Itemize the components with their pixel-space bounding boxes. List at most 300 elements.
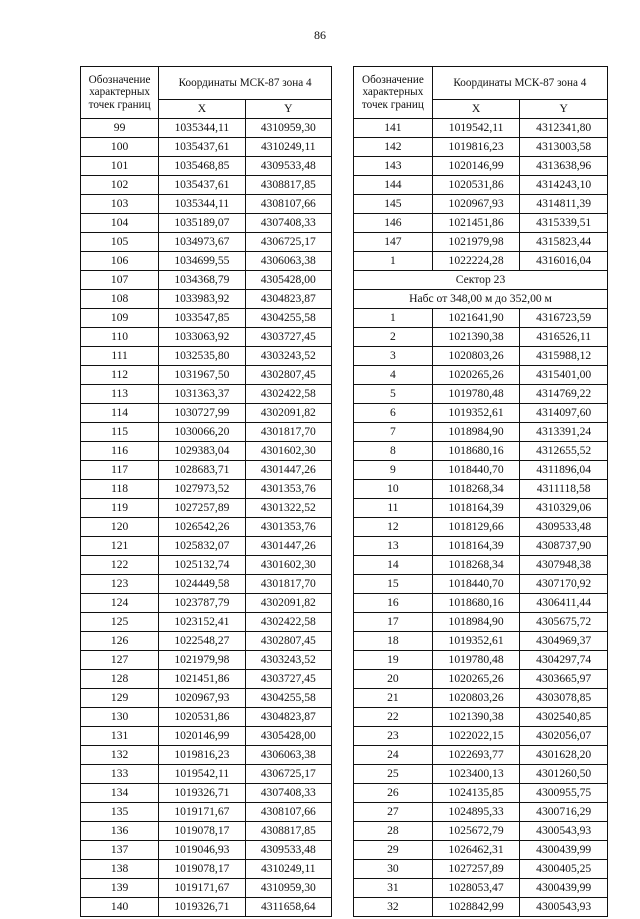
y-coord-cell: 4303665,97 <box>520 670 608 689</box>
table-row <box>81 556 332 575</box>
y-coord-cell: 4309533,48 <box>245 841 331 860</box>
x-coord-cell: 1033983,92 <box>159 290 245 309</box>
y-coord-cell: 4310959,30 <box>245 119 331 138</box>
x-coord-cell: 1033063,92 <box>159 328 245 347</box>
table-row <box>354 518 608 537</box>
table-row <box>354 309 608 328</box>
point-id-cell: 124 <box>81 594 159 613</box>
y-coord-cell: 4313391,24 <box>520 423 608 442</box>
point-id-cell: 23 <box>354 727 433 746</box>
table-row <box>354 119 608 138</box>
point-id-cell: 125 <box>81 613 159 632</box>
y-coord-cell: 4309533,48 <box>520 518 608 537</box>
x-coord-cell: 1018984,90 <box>432 613 520 632</box>
point-id-cell: 112 <box>81 366 159 385</box>
x-coord-cell: 1029383,04 <box>159 442 245 461</box>
point-id-cell: 127 <box>81 651 159 670</box>
x-coord-cell: 1020531,86 <box>159 708 245 727</box>
table-row <box>81 537 332 556</box>
col-header-points: Обозначение характерных точек границ <box>354 67 433 119</box>
x-coord-cell: 1022693,77 <box>432 746 520 765</box>
point-id-cell: 119 <box>81 499 159 518</box>
y-coord-cell: 4302091,82 <box>245 594 331 613</box>
x-coord-cell: 1035437,61 <box>159 176 245 195</box>
table-row <box>354 233 608 252</box>
point-id-cell: 142 <box>354 138 433 157</box>
point-id-cell: 32 <box>354 898 433 917</box>
point-id-cell: 103 <box>81 195 159 214</box>
table-row <box>354 423 608 442</box>
x-coord-cell: 1021641,90 <box>432 309 520 328</box>
y-coord-cell: 4308817,85 <box>245 822 331 841</box>
table-row <box>81 271 332 290</box>
x-coord-cell: 1027257,89 <box>432 860 520 879</box>
y-coord-cell: 4306725,17 <box>245 765 331 784</box>
y-coord-cell: 4316016,04 <box>520 252 608 271</box>
x-coord-cell: 1027973,52 <box>159 480 245 499</box>
y-coord-cell: 4300439,99 <box>520 841 608 860</box>
table-row <box>81 746 332 765</box>
table-row <box>354 784 608 803</box>
y-coord-cell: 4311896,04 <box>520 461 608 480</box>
table-row <box>354 841 608 860</box>
table-row <box>81 803 332 822</box>
point-id-cell: 110 <box>81 328 159 347</box>
table-row <box>354 860 608 879</box>
x-coord-cell: 1020967,93 <box>432 195 520 214</box>
col-header-x: X <box>432 100 520 119</box>
x-coord-cell: 1019046,93 <box>159 841 245 860</box>
page-number: 86 <box>314 28 326 42</box>
y-coord-cell: 4304823,87 <box>245 708 331 727</box>
right-table-body-top <box>354 119 608 271</box>
y-coord-cell: 4308737,90 <box>520 537 608 556</box>
table-row <box>354 765 608 784</box>
point-id-cell: 120 <box>81 518 159 537</box>
y-coord-cell: 4301322,52 <box>245 499 331 518</box>
y-coord-cell: 4301602,30 <box>245 556 331 575</box>
y-coord-cell: 4309533,48 <box>245 157 331 176</box>
x-coord-cell: 1022548,27 <box>159 632 245 651</box>
y-coord-cell: 4306411,44 <box>520 594 608 613</box>
y-coord-cell: 4300543,93 <box>520 898 608 917</box>
y-coord-cell: 4301628,20 <box>520 746 608 765</box>
x-coord-cell: 1018680,16 <box>432 594 520 613</box>
point-id-cell: 146 <box>354 214 433 233</box>
y-coord-cell: 4304255,58 <box>245 309 331 328</box>
point-id-cell: 115 <box>81 423 159 442</box>
table-row <box>354 385 608 404</box>
table-row <box>354 195 608 214</box>
y-coord-cell: 4316526,11 <box>520 328 608 347</box>
table-row <box>81 385 332 404</box>
table-row <box>81 841 332 860</box>
y-coord-cell: 4301353,76 <box>245 480 331 499</box>
table-row <box>354 594 608 613</box>
x-coord-cell: 1020146,99 <box>159 727 245 746</box>
x-coord-cell: 1035344,11 <box>159 119 245 138</box>
point-id-cell: 21 <box>354 689 433 708</box>
x-coord-cell: 1028842,99 <box>432 898 520 917</box>
point-id-cell: 139 <box>81 879 159 898</box>
x-coord-cell: 1035468,85 <box>159 157 245 176</box>
table-row <box>81 290 332 309</box>
y-coord-cell: 4301353,76 <box>245 518 331 537</box>
table-row <box>81 822 332 841</box>
y-coord-cell: 4307948,38 <box>520 556 608 575</box>
y-coord-cell: 4308107,66 <box>245 803 331 822</box>
sector-range: Набс от 348,00 м до 352,00 м <box>354 290 608 309</box>
x-coord-cell: 1018440,70 <box>432 461 520 480</box>
y-coord-cell: 4302807,45 <box>245 632 331 651</box>
y-coord-cell: 4314769,22 <box>520 385 608 404</box>
point-id-cell: 13 <box>354 537 433 556</box>
table-row <box>354 803 608 822</box>
table-row <box>354 499 608 518</box>
y-coord-cell: 4314097,60 <box>520 404 608 423</box>
x-coord-cell: 1019542,11 <box>159 765 245 784</box>
point-id-cell: 99 <box>81 119 159 138</box>
x-coord-cell: 1019078,17 <box>159 822 245 841</box>
x-coord-cell: 1020803,26 <box>432 347 520 366</box>
y-coord-cell: 4301447,26 <box>245 537 331 556</box>
y-coord-cell: 4312655,52 <box>520 442 608 461</box>
x-coord-cell: 1019326,71 <box>159 898 245 917</box>
table-row <box>354 613 608 632</box>
point-id-cell: 118 <box>81 480 159 499</box>
point-id-cell: 114 <box>81 404 159 423</box>
x-coord-cell: 1019816,23 <box>159 746 245 765</box>
table-row <box>81 879 332 898</box>
x-coord-cell: 1023152,41 <box>159 613 245 632</box>
point-id-cell: 130 <box>81 708 159 727</box>
table-row <box>354 727 608 746</box>
y-coord-cell: 4302422,58 <box>245 385 331 404</box>
point-id-cell: 6 <box>354 404 433 423</box>
y-coord-cell: 4314243,10 <box>520 176 608 195</box>
y-coord-cell: 4310329,06 <box>520 499 608 518</box>
point-id-cell: 128 <box>81 670 159 689</box>
point-id-cell: 129 <box>81 689 159 708</box>
x-coord-cell: 1030727,99 <box>159 404 245 423</box>
col-header-points: Обозначение характерных точек границ <box>81 67 159 119</box>
point-id-cell: 8 <box>354 442 433 461</box>
y-coord-cell: 4303078,85 <box>520 689 608 708</box>
x-coord-cell: 1023400,13 <box>432 765 520 784</box>
x-coord-cell: 1019171,67 <box>159 879 245 898</box>
table-row <box>354 689 608 708</box>
point-id-cell: 122 <box>81 556 159 575</box>
y-coord-cell: 4308817,85 <box>245 176 331 195</box>
coordinates-table-left <box>80 66 332 917</box>
point-id-cell: 106 <box>81 252 159 271</box>
x-coord-cell: 1034368,79 <box>159 271 245 290</box>
left-table-body <box>81 119 332 917</box>
x-coord-cell: 1028683,71 <box>159 461 245 480</box>
point-id-cell: 102 <box>81 176 159 195</box>
x-coord-cell: 1018164,39 <box>432 537 520 556</box>
x-coord-cell: 1024135,85 <box>432 784 520 803</box>
table-row <box>354 537 608 556</box>
table-row <box>81 613 332 632</box>
table-row <box>354 746 608 765</box>
table-row <box>81 518 332 537</box>
x-coord-cell: 1018440,70 <box>432 575 520 594</box>
point-id-cell: 104 <box>81 214 159 233</box>
point-id-cell: 137 <box>81 841 159 860</box>
y-coord-cell: 4315988,12 <box>520 347 608 366</box>
x-coord-cell: 1021451,86 <box>432 214 520 233</box>
table-row <box>81 765 332 784</box>
point-id-cell: 18 <box>354 632 433 651</box>
table-row <box>81 575 332 594</box>
table-row <box>81 461 332 480</box>
point-id-cell: 132 <box>81 746 159 765</box>
table-row <box>81 480 332 499</box>
y-coord-cell: 4315339,51 <box>520 214 608 233</box>
x-coord-cell: 1018984,90 <box>432 423 520 442</box>
table-row <box>354 879 608 898</box>
table-row <box>81 366 332 385</box>
x-coord-cell: 1019326,71 <box>159 784 245 803</box>
y-coord-cell: 4302422,58 <box>245 613 331 632</box>
x-coord-cell: 1019780,48 <box>432 651 520 670</box>
table-row <box>354 670 608 689</box>
point-id-cell: 29 <box>354 841 433 860</box>
x-coord-cell: 1034699,55 <box>159 252 245 271</box>
point-id-cell: 111 <box>81 347 159 366</box>
table-row <box>354 480 608 499</box>
y-coord-cell: 4310249,11 <box>245 860 331 879</box>
x-coord-cell: 1021390,38 <box>432 328 520 347</box>
point-id-cell: 126 <box>81 632 159 651</box>
point-id-cell: 143 <box>354 157 433 176</box>
y-coord-cell: 4304255,58 <box>245 689 331 708</box>
point-id-cell: 24 <box>354 746 433 765</box>
table-row <box>354 214 608 233</box>
y-coord-cell: 4301602,30 <box>245 442 331 461</box>
point-id-cell: 1 <box>354 309 433 328</box>
table-row <box>81 632 332 651</box>
sector-label: Сектор 23 <box>354 271 608 290</box>
point-id-cell: 147 <box>354 233 433 252</box>
x-coord-cell: 1034973,67 <box>159 233 245 252</box>
x-coord-cell: 1019171,67 <box>159 803 245 822</box>
table-row <box>354 898 608 917</box>
y-coord-cell: 4307408,33 <box>245 784 331 803</box>
y-coord-cell: 4315401,00 <box>520 366 608 385</box>
x-coord-cell: 1035437,61 <box>159 138 245 157</box>
table-row <box>354 632 608 651</box>
y-coord-cell: 4303243,52 <box>245 651 331 670</box>
x-coord-cell: 1018129,66 <box>432 518 520 537</box>
point-id-cell: 131 <box>81 727 159 746</box>
point-id-cell: 117 <box>81 461 159 480</box>
y-coord-cell: 4313638,96 <box>520 157 608 176</box>
table-row <box>354 176 608 195</box>
point-id-cell: 16 <box>354 594 433 613</box>
x-coord-cell: 1035189,07 <box>159 214 245 233</box>
y-coord-cell: 4310249,11 <box>245 138 331 157</box>
table-row <box>81 860 332 879</box>
point-id-cell: 113 <box>81 385 159 404</box>
table-row <box>81 594 332 613</box>
point-id-cell: 138 <box>81 860 159 879</box>
table-row <box>354 822 608 841</box>
point-id-cell: 10 <box>354 480 433 499</box>
point-id-cell: 100 <box>81 138 159 157</box>
col-header-x: X <box>159 100 245 119</box>
y-coord-cell: 4306725,17 <box>245 233 331 252</box>
y-coord-cell: 4300543,93 <box>520 822 608 841</box>
point-id-cell: 140 <box>81 898 159 917</box>
x-coord-cell: 1018164,39 <box>432 499 520 518</box>
x-coord-cell: 1025132,74 <box>159 556 245 575</box>
x-coord-cell: 1019780,48 <box>432 385 520 404</box>
point-id-cell: 105 <box>81 233 159 252</box>
y-coord-cell: 4314811,39 <box>520 195 608 214</box>
x-coord-cell: 1019542,11 <box>432 119 520 138</box>
point-id-cell: 7 <box>354 423 433 442</box>
point-id-cell: 5 <box>354 385 433 404</box>
table-row <box>354 347 608 366</box>
table-row <box>354 138 608 157</box>
table-row <box>354 328 608 347</box>
y-coord-cell: 4310959,30 <box>245 879 331 898</box>
y-coord-cell: 4315823,44 <box>520 233 608 252</box>
point-id-cell: 14 <box>354 556 433 575</box>
point-id-cell: 31 <box>354 879 433 898</box>
x-coord-cell: 1020803,26 <box>432 689 520 708</box>
table-row <box>354 575 608 594</box>
y-coord-cell: 4307170,92 <box>520 575 608 594</box>
table-row <box>81 119 332 138</box>
y-coord-cell: 4305428,00 <box>245 727 331 746</box>
y-coord-cell: 4301817,70 <box>245 575 331 594</box>
x-coord-cell: 1019816,23 <box>432 138 520 157</box>
point-id-cell: 9 <box>354 461 433 480</box>
x-coord-cell: 1024449,58 <box>159 575 245 594</box>
x-coord-cell: 1020265,26 <box>432 670 520 689</box>
point-id-cell: 144 <box>354 176 433 195</box>
x-coord-cell: 1025832,07 <box>159 537 245 556</box>
x-coord-cell: 1019078,17 <box>159 860 245 879</box>
y-coord-cell: 4316723,59 <box>520 309 608 328</box>
point-id-cell: 28 <box>354 822 433 841</box>
y-coord-cell: 4301447,26 <box>245 461 331 480</box>
table-row <box>81 252 332 271</box>
point-id-cell: 15 <box>354 575 433 594</box>
y-coord-cell: 4305675,72 <box>520 613 608 632</box>
table-row <box>81 499 332 518</box>
point-id-cell: 101 <box>81 157 159 176</box>
y-coord-cell: 4300716,29 <box>520 803 608 822</box>
x-coord-cell: 1028053,47 <box>432 879 520 898</box>
x-coord-cell: 1022224,28 <box>432 252 520 271</box>
y-coord-cell: 4300439,99 <box>520 879 608 898</box>
y-coord-cell: 4311658,64 <box>245 898 331 917</box>
x-coord-cell: 1032535,80 <box>159 347 245 366</box>
table-row <box>81 309 332 328</box>
table-row <box>81 898 332 917</box>
point-id-cell: 1 <box>354 252 433 271</box>
point-id-cell: 26 <box>354 784 433 803</box>
col-header-y: Y <box>520 100 608 119</box>
point-id-cell: 123 <box>81 575 159 594</box>
point-id-cell: 30 <box>354 860 433 879</box>
point-id-cell: 17 <box>354 613 433 632</box>
y-coord-cell: 4302540,85 <box>520 708 608 727</box>
point-id-cell: 116 <box>81 442 159 461</box>
x-coord-cell: 1020967,93 <box>159 689 245 708</box>
x-coord-cell: 1024895,33 <box>432 803 520 822</box>
col-header-coords: Координаты МСК-87 зона 4 <box>432 67 607 100</box>
table-row <box>81 176 332 195</box>
y-coord-cell: 4312341,80 <box>520 119 608 138</box>
table-row <box>81 195 332 214</box>
col-header-coords: Координаты МСК-87 зона 4 <box>159 67 332 100</box>
y-coord-cell: 4301817,70 <box>245 423 331 442</box>
y-coord-cell: 4306063,38 <box>245 746 331 765</box>
table-row <box>81 708 332 727</box>
y-coord-cell: 4302056,07 <box>520 727 608 746</box>
x-coord-cell: 1021451,86 <box>159 670 245 689</box>
x-coord-cell: 1022022,15 <box>432 727 520 746</box>
point-id-cell: 22 <box>354 708 433 727</box>
right-table-body-bottom <box>354 309 608 917</box>
table-row <box>354 252 608 271</box>
y-coord-cell: 4300955,75 <box>520 784 608 803</box>
point-id-cell: 121 <box>81 537 159 556</box>
table-row <box>81 784 332 803</box>
x-coord-cell: 1031967,50 <box>159 366 245 385</box>
x-coord-cell: 1019352,61 <box>432 404 520 423</box>
table-row <box>81 442 332 461</box>
y-coord-cell: 4306063,38 <box>245 252 331 271</box>
y-coord-cell: 4308107,66 <box>245 195 331 214</box>
point-id-cell: 4 <box>354 366 433 385</box>
x-coord-cell: 1019352,61 <box>432 632 520 651</box>
table-row <box>81 328 332 347</box>
y-coord-cell: 4305428,00 <box>245 271 331 290</box>
table-row <box>81 727 332 746</box>
point-id-cell: 3 <box>354 347 433 366</box>
table-row <box>354 651 608 670</box>
point-id-cell: 109 <box>81 309 159 328</box>
table-row <box>81 670 332 689</box>
x-coord-cell: 1020265,26 <box>432 366 520 385</box>
x-coord-cell: 1021979,98 <box>432 233 520 252</box>
point-id-cell: 133 <box>81 765 159 784</box>
point-id-cell: 11 <box>354 499 433 518</box>
table-row <box>81 214 332 233</box>
point-id-cell: 136 <box>81 822 159 841</box>
y-coord-cell: 4304297,74 <box>520 651 608 670</box>
point-id-cell: 107 <box>81 271 159 290</box>
x-coord-cell: 1021979,98 <box>159 651 245 670</box>
x-coord-cell: 1026542,26 <box>159 518 245 537</box>
table-row <box>81 233 332 252</box>
table-row <box>81 423 332 442</box>
point-id-cell: 2 <box>354 328 433 347</box>
table-row <box>354 556 608 575</box>
point-id-cell: 141 <box>354 119 433 138</box>
y-coord-cell: 4304969,37 <box>520 632 608 651</box>
point-id-cell: 25 <box>354 765 433 784</box>
x-coord-cell: 1018268,34 <box>432 480 520 499</box>
point-id-cell: 12 <box>354 518 433 537</box>
point-id-cell: 108 <box>81 290 159 309</box>
